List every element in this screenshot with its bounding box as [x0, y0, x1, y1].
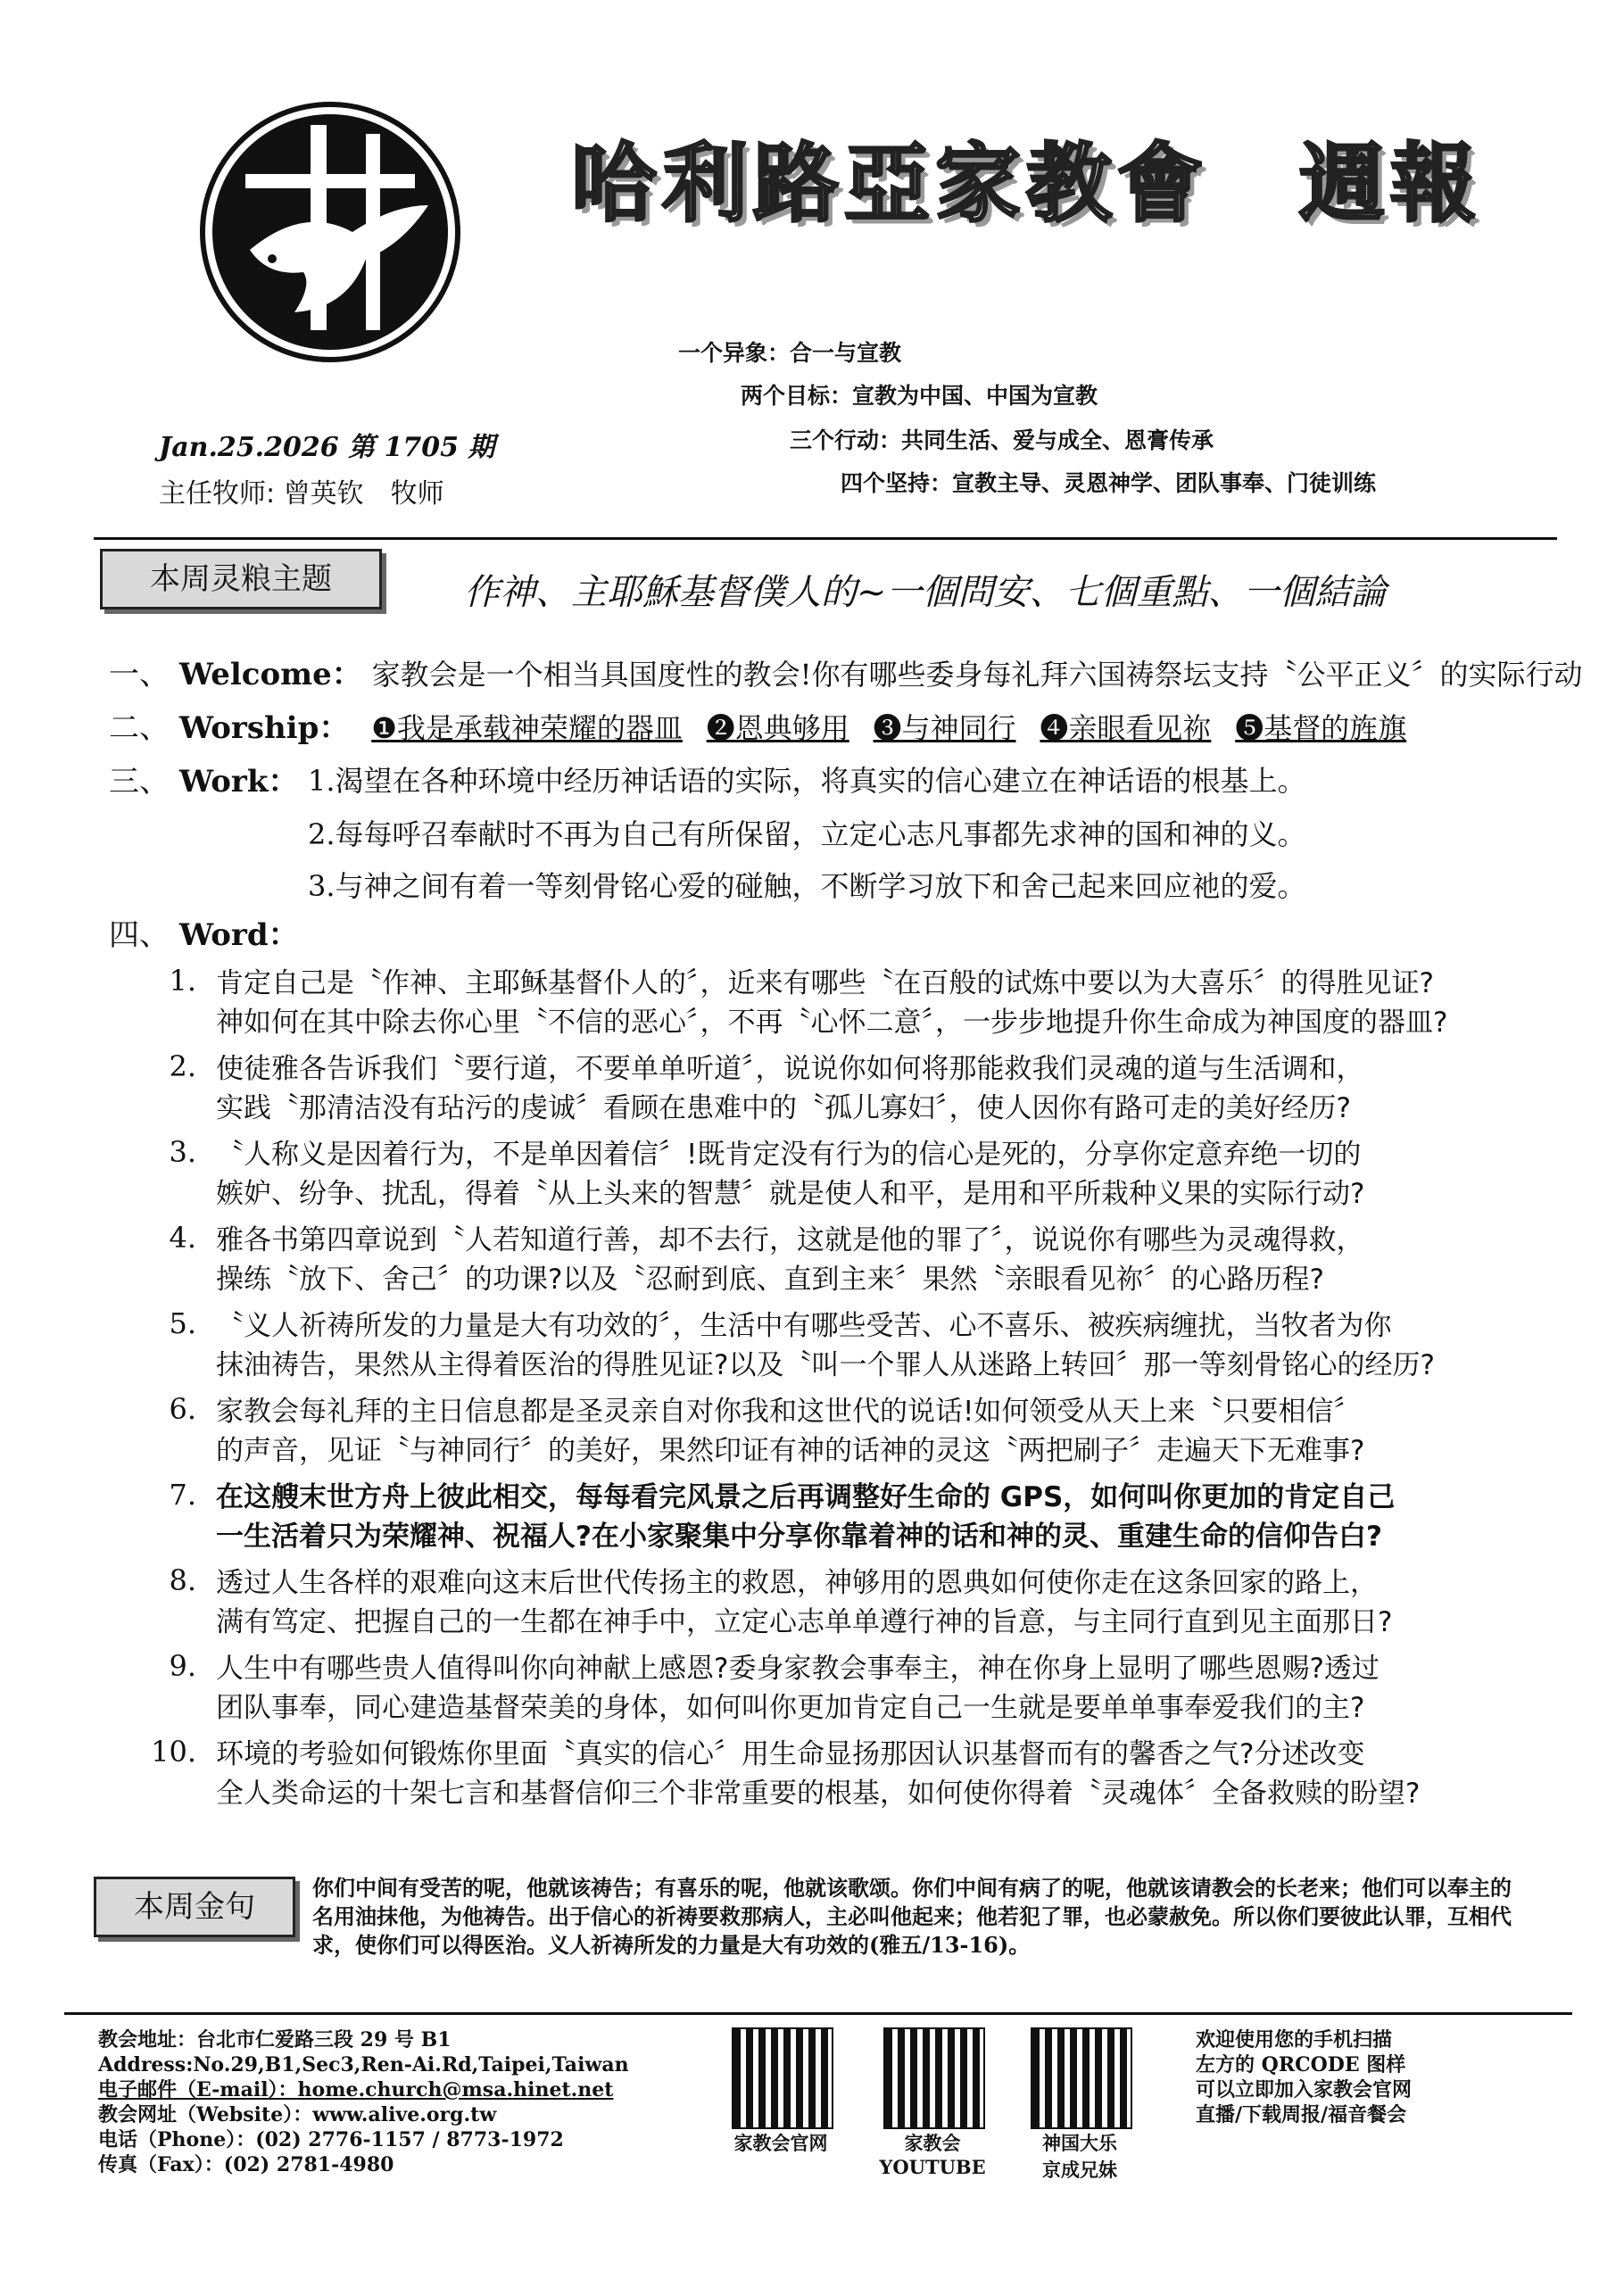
scan-note-line: 欢迎使用您的手机扫描 — [1196, 2028, 1393, 2051]
question-text — [216, 1735, 1572, 1820]
question-line: 全人类命运的十架七言和基督信仰三个非常重要的根基，如何使你得着〝灵魂体〞全备救赎的盼望? — [216, 1778, 1421, 1810]
section-heading: Welcome： — [178, 657, 362, 692]
qr-code-icon — [732, 2027, 833, 2129]
question-line: 人生中有哪些贵人值得叫你向神献上感恩?委身家教会事奉主，神在你身上显明了哪些恩赐?透过 — [216, 1653, 1380, 1685]
church-title: 哈利路亞家教會 週報 — [571, 133, 1481, 234]
divider — [64, 2012, 1572, 2015]
qr-caption: 家教会官网 — [733, 2132, 828, 2154]
address-cn: 教会地址：台北市仁爱路三段 29 号 B1 — [98, 2028, 452, 2051]
question-item — [134, 1306, 1572, 1392]
question-text — [216, 1563, 1572, 1649]
question-line: 雅各书第四章说到〝人若知道行善，却不去行，这就是他的罪了〞，说说你有哪些为灵魂得救， — [216, 1224, 1364, 1256]
question-item — [134, 964, 1572, 1049]
qr-website[interactable] — [705, 2027, 857, 2156]
qr-music[interactable] — [1004, 2027, 1156, 2183]
vision-line-4: 四个坚持：宣教主导、灵恩神学、团队事奉、门徒训练 — [841, 470, 1377, 496]
scan-note — [1196, 2027, 1412, 2127]
question-line: 环境的考验如何锻炼你里面〝真实的信心〞用生命显扬那因认识基督而有的馨香之气?分述改变 — [216, 1738, 1365, 1770]
section-number: 一、 — [109, 657, 170, 692]
address-en: Address:No.29,B1,Sec3,Ren-Ai.Rd,Taipei,Taiwan — [98, 2053, 629, 2076]
section-welcome — [109, 650, 1582, 693]
topic-label: 本周灵粮主题 — [100, 549, 382, 609]
question-number: 1. — [169, 964, 196, 998]
question-text — [216, 964, 1572, 1049]
question-line: 团队事奉，同心建造基督荣美的身体，如何叫你更加肯定自己一生就是要单单事奉爱我们的主? — [216, 1692, 1365, 1724]
vision-line-2: 两个目标：宣教为中国、中国为宣教 — [741, 383, 1098, 409]
song-5: ❺基督的旌旗 — [1235, 711, 1407, 745]
verse-label: 本周金句 — [94, 1877, 295, 1937]
section-number: 二、 — [109, 710, 170, 746]
fax: 传真（Fax）：(02) 2781-4980 — [98, 2153, 394, 2176]
pastor-name: 主任牧师: 曾英钦 牧师 — [159, 478, 444, 510]
vision-line-1: 一个异象：合一与宣教 — [678, 340, 902, 366]
question-line: 肯定自己是〝作神、主耶稣基督仆人的〞，近来有哪些〝在百般的试炼中要以为大喜乐〞的得胜见证? — [216, 967, 1434, 999]
question-item — [134, 1649, 1572, 1735]
question-item — [134, 1563, 1572, 1649]
question-line: 一生活着只为荣耀神、祝福人?在小家聚集中分享你靠着神的话和神的灵、重建生命的信仰告白? — [216, 1521, 1382, 1553]
question-item — [134, 1392, 1572, 1478]
question-line: 的声音，见证〝与神同行〞的美好，果然印证有神的话神的灵这〝两把刷子〞走遍天下无难事? — [216, 1435, 1365, 1467]
question-line: 使徒雅各告诉我们〝要行道，不要单单听道〞，说说你如何将那能救我们灵魂的道与生活调和， — [216, 1053, 1364, 1085]
question-number: 5. — [169, 1306, 196, 1340]
question-item — [134, 1135, 1572, 1221]
phone: 电话（Phone）：(02) 2776-1157 / 8773-1972 — [98, 2128, 564, 2151]
question-number: 9. — [169, 1649, 196, 1683]
qr-code-icon — [883, 2027, 985, 2129]
section-number: 三、 — [109, 764, 170, 800]
question-number: 6. — [169, 1392, 196, 1426]
question-line: 实践〝那清洁没有玷污的虔诚〞看顾在患难中的〝孤儿寡妇〞，使人因你有路可走的美好经历? — [216, 1092, 1351, 1124]
work-item-3: 3.与神之间有着一等刻骨铭心爱的碰触，不断学习放下和舍己起来回应祂的爱。 — [308, 869, 1306, 903]
question-line: 嫉妒、纷争、扰乱，得着〝从上头来的智慧〞就是使人和平，是用和平所栽种义果的实际行动? — [216, 1178, 1365, 1210]
question-number: 3. — [169, 1135, 196, 1169]
vision-line-3: 三个行动：共同生活、爱与成全、恩膏传承 — [790, 427, 1214, 453]
scan-note-line: 左方的 QRCODE 图样 — [1196, 2053, 1406, 2076]
qr-code-icon — [1031, 2027, 1132, 2129]
question-text — [216, 1221, 1572, 1306]
section-text: 家教会是一个相当具国度性的教会!你有哪些委身每礼拜六国祷祭坛支持〝公平正义〞的实际行动 — [371, 658, 1583, 692]
question-item — [134, 1221, 1572, 1306]
question-line: 透过人生各样的艰难向这末后世代传扬主的救恩，神够用的恩典如何使你走在这条回家的路上， — [216, 1567, 1378, 1599]
section-heading: Word： — [178, 917, 299, 953]
qr-caption: 神国大乐 京成兄妹 — [1042, 2132, 1117, 2181]
qr-caption: 家教会 YOUTUBE — [879, 2132, 986, 2178]
question-line: 满有笃定、把握自己的一生都在神手中，立定心志单单遵行神的旨意，与主同行直到见主面那日? — [216, 1606, 1393, 1638]
question-text — [216, 1649, 1572, 1735]
question-item — [134, 1049, 1572, 1135]
question-text — [216, 1049, 1572, 1135]
question-list — [134, 964, 1572, 1820]
scan-note-line: 直播/下载周报/福音餐会 — [1196, 2103, 1407, 2126]
section-worship — [109, 703, 1406, 747]
question-line: 〝人称义是因着行为，不是单因着信〞!既肯定没有行为的信心是死的，分享你定意弃绝一切的 — [216, 1139, 1362, 1171]
scan-note-line: 可以立即加入家教会官网 — [1196, 2078, 1413, 2101]
song-4: ❹亲眼看见祢 — [1040, 711, 1212, 745]
question-line: 在这艘末世方舟上彼此相交，每每看完风景之后再调整好生命的 GPS，如何叫你更加的肯定自己 — [216, 1481, 1396, 1513]
section-work — [109, 757, 298, 800]
topic-title: 作神、主耶穌基督僕人的~一個問安、七個重點、一個結論 — [464, 572, 1387, 613]
question-line: 操练〝放下、舍己〞的功课?以及〝忍耐到底、直到主来〞果然〝亲眼看见祢〞的心路历程? — [216, 1264, 1324, 1296]
email-link[interactable]: 电子邮件（E-mail）：home.church@msa.hinet.net — [98, 2078, 614, 2101]
verse-text: 你们中间有受苦的呢，他就该祷告；有喜乐的呢，他就该歌颂。你们中间有病了的呢，他就该请教会的长老来；他们可以奉主的名用油抹他，为他祷告。出于信心的祈祷要救那病人，主必叫他起来；他若犯了罪，也必蒙赦免。所以你们要彼此认罪，互相代求，使你们可以得医治。义人祈祷所发的力量是大有功效的(雅五/13-16)。 — [312, 1875, 1512, 1958]
question-line: 神如何在其中除去你心里〝不信的恶心〞，不再〝心怀二意〞，一步步地提升你生命成为神国度的器皿? — [216, 1007, 1448, 1039]
question-number: 2. — [169, 1049, 196, 1083]
section-heading: Worship： — [178, 710, 350, 746]
question-item — [134, 1735, 1572, 1820]
work-item-2: 2.每每呼召奉献时不再为自己有所保留，立定心志凡事都先求神的国和神的义。 — [308, 817, 1306, 851]
question-number: 10. — [151, 1735, 196, 1769]
question-number: 8. — [169, 1563, 196, 1597]
song-3: ❸与神同行 — [873, 711, 1016, 745]
question-line: 家教会每礼拜的主日信息都是圣灵亲自对你我和这世代的说话!如何领受从天上来〝只要相信〞 — [216, 1396, 1362, 1428]
question-number: 7. — [169, 1478, 196, 1512]
question-text — [216, 1135, 1572, 1221]
section-word — [109, 910, 299, 954]
divider — [94, 537, 1557, 540]
section-heading: Work： — [178, 764, 299, 800]
work-item-1: 1.渴望在各种环境中经历神话语的实际，将真实的信心建立在神话语的根基上。 — [308, 764, 1306, 798]
qr-youtube[interactable] — [857, 2027, 1008, 2178]
question-text — [216, 1478, 1572, 1563]
question-item — [134, 1478, 1572, 1563]
question-line: 〝义人祈祷所发的力量是大有功效的〞，生活中有哪些受苦、心不喜乐、被疾病缠扰，当牧者为你 — [216, 1310, 1392, 1342]
contact-info — [98, 2027, 629, 2177]
website-link[interactable]: 教会网址（Website）：www.alive.org.tw — [98, 2103, 497, 2126]
section-number: 四、 — [109, 917, 170, 953]
question-text — [216, 1306, 1572, 1392]
song-2: ❷恩典够用 — [706, 711, 849, 745]
question-line: 抹油祷告，果然从主得着医治的得胜见证?以及〝叫一个罪人从迷路上转回〞那一等刻骨铭心的经历? — [216, 1349, 1435, 1381]
question-number: 4. — [169, 1221, 196, 1255]
question-text — [216, 1392, 1572, 1478]
church-logo — [196, 98, 464, 366]
issue-date: Jan.25.2026 第 1705 期 — [159, 432, 495, 463]
song-1: ❶我是承载神荣耀的器皿 — [371, 711, 683, 745]
